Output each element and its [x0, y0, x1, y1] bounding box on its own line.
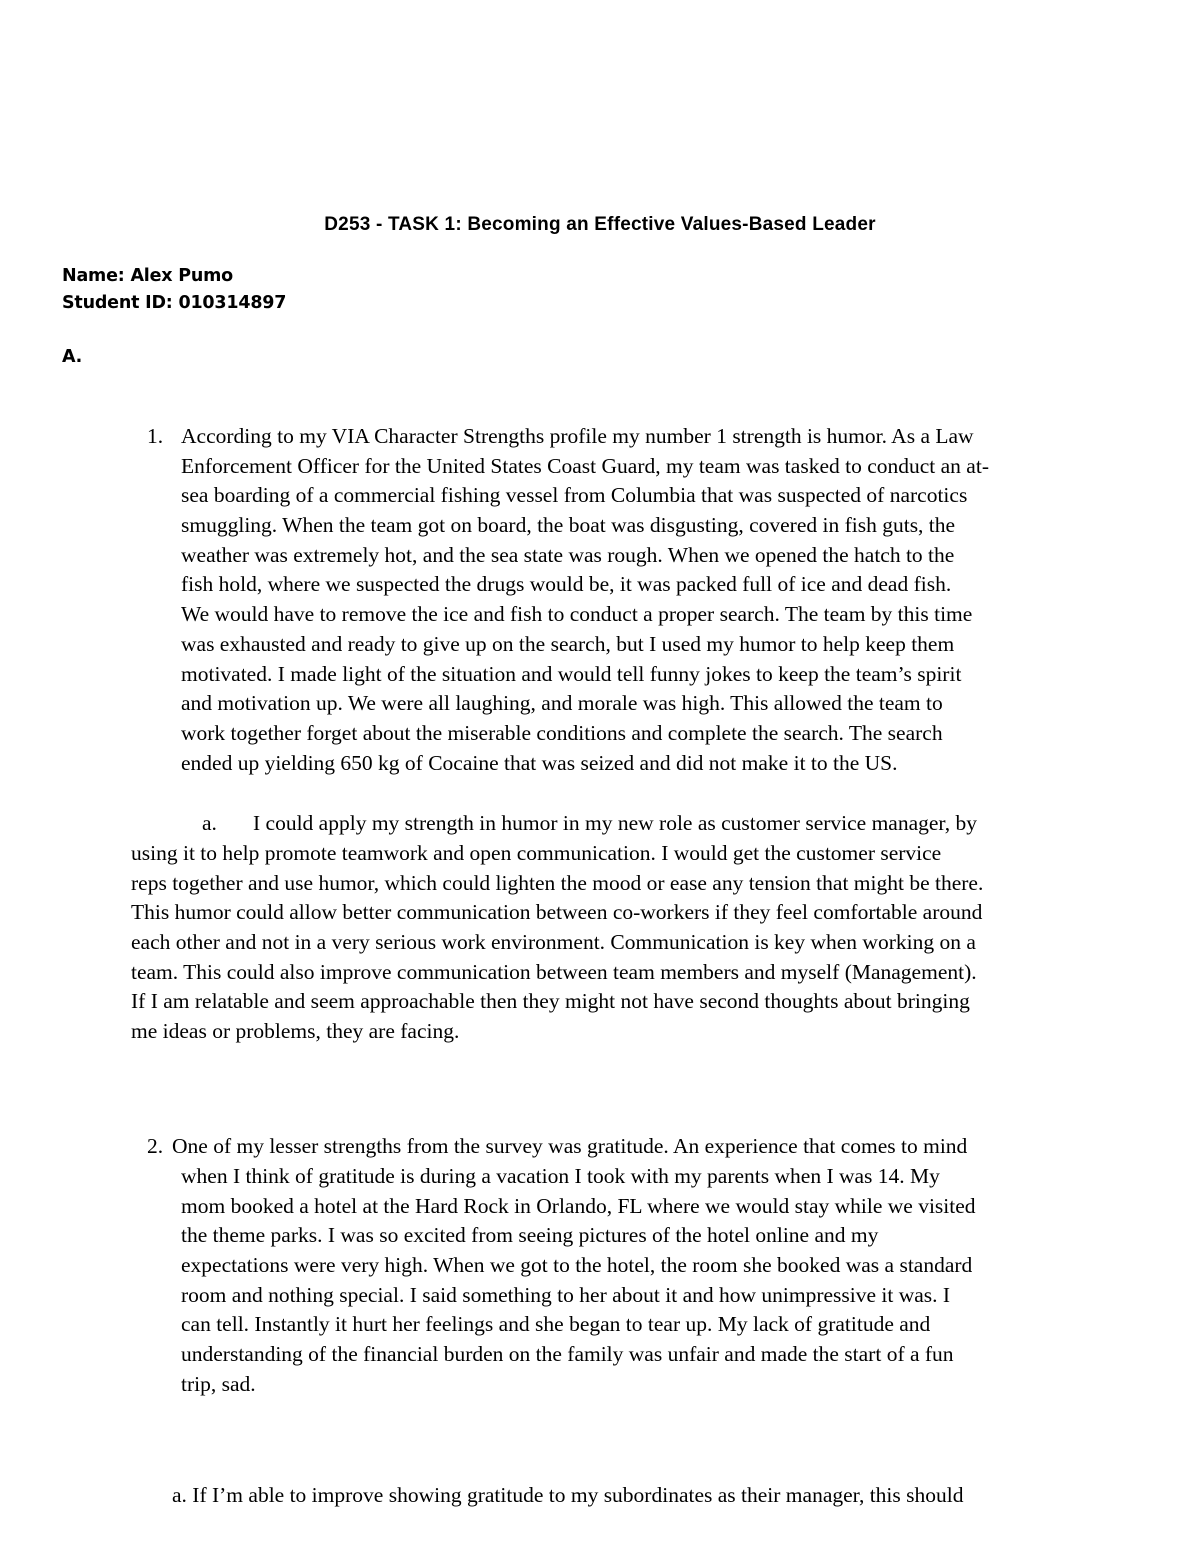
- item-1a-marker: a.: [202, 811, 217, 835]
- paragraph-line: was exhausted and ready to give up on the search, but I used my humor to help keep them: [181, 631, 955, 656]
- paragraph-line: expectations were very high. When we got to the hotel, the room she booked was a standard: [181, 1253, 973, 1278]
- paragraph-line: the theme parks. I was so excited from seeing pictures of the hotel online and my: [181, 1223, 879, 1248]
- item-1a-first-line: I could apply my strength in humor in my new role as customer service manager, by: [253, 811, 977, 835]
- paragraph-line: weather was extremely hot, and the sea state was rough. When we opened the hatch to the: [181, 542, 955, 567]
- item-1a-paragraph: [131, 839, 983, 1047]
- paragraph-line: each other and not in a very serious work environment. Communication is key when working on a: [131, 930, 976, 955]
- paragraph-line: If I am relatable and seem approachable then they might not have second thoughts about bringing: [131, 989, 970, 1014]
- paragraph-line: me ideas or problems, they are facing.: [131, 1019, 460, 1044]
- paragraph-line: room and nothing special. I said something to her about it and how unimpressive it was. I: [181, 1282, 951, 1307]
- paragraph-line: Enforcement Officer for the United States Coast Guard, my team was tasked to conduct an at-: [181, 453, 989, 478]
- student-id: Student ID: 010314897: [62, 293, 287, 313]
- student-name: Name: Alex Pumo: [62, 266, 233, 286]
- item-1-paragraph: [181, 422, 989, 778]
- paragraph-line: mom booked a hotel at the Hard Rock in Orlando, FL where we would stay while we visited: [181, 1193, 976, 1218]
- paragraph-line: when I think of gratitude is during a vacation I took with my parents when I was 14. My: [181, 1164, 940, 1188]
- item-2-first-line: One of my lesser strengths from the survey was gratitude. An experience that comes to mind: [172, 1134, 968, 1158]
- paragraph-line: We would have to remove the ice and fish to conduct a proper search. The team by this time: [181, 602, 973, 627]
- paragraph-line: According to my VIA Character Strengths profile my number 1 strength is humor. As a Law: [181, 424, 974, 448]
- item-1-number: 1.: [147, 424, 164, 448]
- paragraph-line: and motivation up. We were all laughing, and morale was high. This allowed the team to: [181, 691, 943, 716]
- paragraph-line: trip, sad.: [181, 1371, 256, 1396]
- paragraph-line: team. This could also improve communication between team members and myself (Management).: [131, 959, 977, 984]
- paragraph-line: reps together and use humor, which could lighten the mood or ease any tension that might be there.: [131, 870, 984, 895]
- paragraph-line: This humor could allow better communication between co-workers if they feel comfortable around: [131, 900, 983, 925]
- item-2-number: 2.: [147, 1134, 164, 1158]
- item-2a-line: a. If I’m able to improve showing gratitude to my subordinates as their manager, this should: [172, 1483, 964, 1507]
- paragraph-line: understanding of the financial burden on the family was unfair and made the start of a fun: [181, 1342, 954, 1367]
- paragraph-line: sea boarding of a commercial fishing vessel from Columbia that was suspected of narcotics: [181, 483, 968, 508]
- paragraph-line: work together forget about the miserable conditions and complete the search. The search: [181, 720, 943, 745]
- paragraph-line: smuggling. When the team got on board, the boat was disgusting, covered in fish guts, the: [181, 513, 956, 538]
- paragraph-line: ended up yielding 650 kg of Cocaine that was seized and did not make it to the US.: [181, 750, 898, 775]
- section-label: A.: [62, 347, 83, 367]
- item-2-paragraph: [181, 1162, 976, 1400]
- paragraph-line: fish hold, where we suspected the drugs would be, it was packed full of ice and dead fish.: [181, 572, 952, 597]
- document-title: D253 - TASK 1: Becoming an Effective Values-Based Leader: [324, 214, 876, 235]
- paragraph-line: can tell. Instantly it hurt her feelings and she began to tear up. My lack of gratitude and: [181, 1312, 931, 1337]
- paragraph-line: using it to help promote teamwork and open communication. I would get the customer service: [131, 841, 942, 865]
- paragraph-line: motivated. I made light of the situation and would tell funny jokes to keep the team’s spirit: [181, 661, 962, 686]
